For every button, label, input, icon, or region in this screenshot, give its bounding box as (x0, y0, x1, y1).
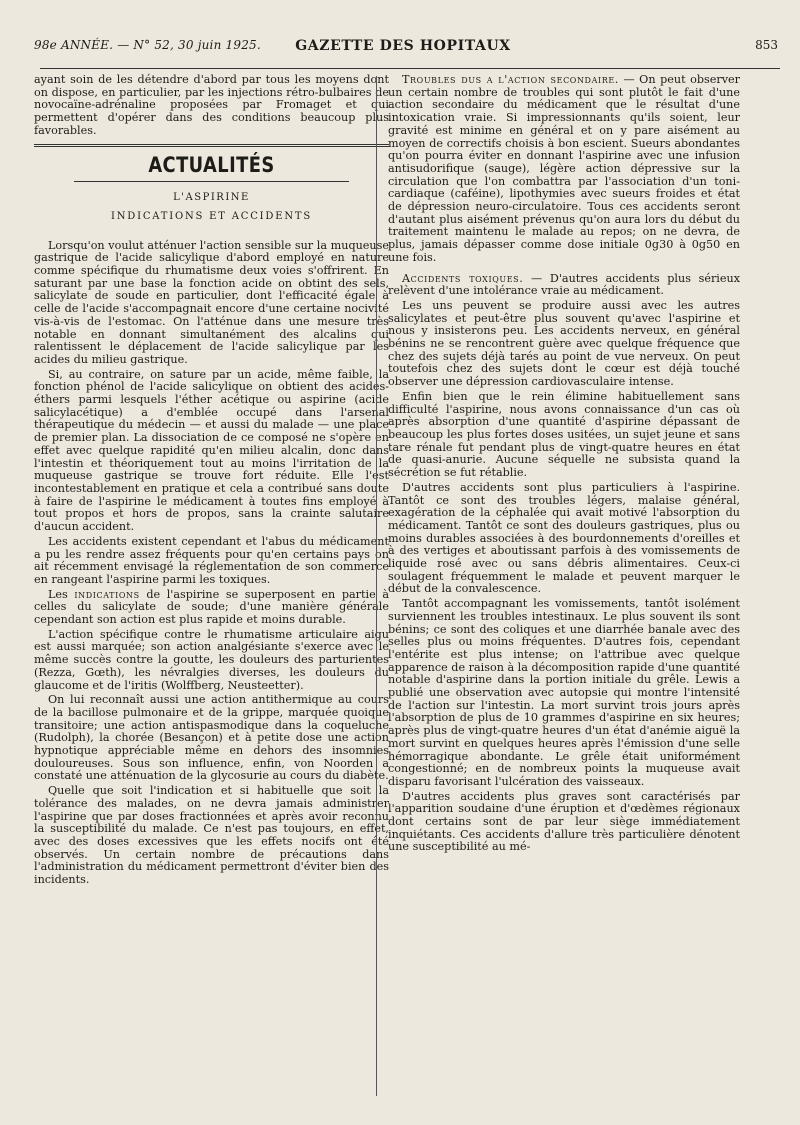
paragraph: Si, au contraire, on sature par un acide, même faible, la fonction phénol de l'acide salicylique on obtient des acides-éthers parmi lesquels l'éther acétique ou aspirine (acide salicylacétique) a d'emblée occupé dans l'arsenal thérapeutique du médecin — et aussi du malade — une place de premier plan. La dissociation de ce composé ne s'opère en effet avec quelque rapidité qu'en milieu alcalin, donc dans l'intestin et théoriquement tout au moins l'irritation de la muqueuse gastrique se trouve fort réduite. Elle l'est incontestablement en pratique et cela a contribué sans doute à faire de l'aspirine le médicament à toutes fins employé à tout propos et hors de propos, sans la crainte salutaire d'aucun accident. (34, 367, 389, 534)
article-subtitle: INDICATIONS ET ACCIDENTS (110, 210, 312, 222)
paragraph-rest: de l'aspirine se superposent en partie à celles du salicylate de soude; d'une manière générale cependant son action est plus rapide et moins durable. (34, 587, 389, 627)
paragraph: Quelle que soit l'indication et si habituelle que soit la tolérance des malades, on ne devra jamais administrer l'aspirine que par doses fractionnées et après avoir reconnu la susceptibilité du malade. Ce n'est pas toujours, en effet, avec des doses excessives que les effets nocifs ont été observés. Un certain nombre de précautions dans l'administration du médicament permettront d'éviter bien des incidents. (34, 784, 389, 887)
header-rule (40, 68, 780, 69)
paragraph: D'autres accidents sont plus particuliers à l'aspirine. Tantôt ce sont des troubles légers, malaise général, exagération de la céphalée qui avait motivé l'absorption du médicament. Tantôt ce sont des douleurs gastriques, plus ou moins durables associées à des bourdonnements d'oreilles et à des vertiges et aboutissant parfois à des vomissements de liquide rosé avec ou sans débris alimentaires. Ceux-ci soulagent fréquemment le malade et peuvent marquer le début de la convalescence. (388, 480, 740, 596)
paragraph-rest: — On peut observer un certain nombre de troubles qui sont plutôt le fait d'une action secondaire du médicament que le résultat d'une intoxication vraie. Si impressionnants qu'ils soient, leur gravité est minime en général et on y pare aisément au moyen de correctifs choisis à bon escient. Sueurs abondantes qu'on pourra éviter en donnant l'aspirine avec une infusion antisudorifique (sauge), légère action dépressive sur la circulation que l'on combattra par l'association d'un toni-cardiaque (caféine), lipothymies avec sueurs froides et état de dépression neuro-circulatoire. Tous ces accidents seront d'autant plus aisément prévenus qu'on aura lors du début du traitement maintenu le malade au repos; on ne devra, de plus, jamais dépasser comme dose initiale 0g30 à 0g50 en une fois. (388, 73, 740, 264)
paragraph: Enfin bien que le rein élimine habituellement sans difficulté l'aspirine, nous avons connaissance d'un cas où après absorption d'une quantité d'aspirine dépassant de beaucoup les plus fortes doses usitées, un sujet jeune et sans tare rénale fut pendant plus de vingt-quatre heures en état de quasi-anurie. Aucune séquelle ne subsista quand la sécrétion se fut rétablie. (388, 389, 740, 480)
column-divider (376, 76, 377, 1096)
right-column (388, 74, 740, 856)
paragraph (34, 589, 389, 627)
paragraph (388, 74, 740, 265)
left-column (34, 74, 389, 889)
paragraph: Les uns peuvent se produire aussi avec les autres salicylates et peut-être plus souvent qu'avec l'aspirine et nous y insisterons peu. Les accidents nerveux, en général bénins ne se rencontrent guère avec quelque fréquence que chez des sujets déjà tarés au point de vue nerveux. On peut toutefois chez des sujets dont le cœur est déjà touché observer une dépression cardiovasculaire intense. (388, 298, 740, 389)
paragraph: Tantôt accompagnant les vomissements, tantôt isolément surviennent les troubles intestinaux. Le plus souvent ils sont bénins; ce sont des coliques et une diarrhée banale avec des selles plus ou moins fréquentes. D'autres fois, cependant l'entérite est plus intense; on l'attribue avec quelque apparence de raison à la décomposition rapide d'une quantité notable d'aspirine dans la portion initiale du grêle. Lewis a publié une observation avec autopsie qui montre l'intensité de l'action sur l'intestin. La mort survint trois jours après l'absorption de plus de 10 grammes d'aspirine en six heures; après plus de vingt-quatre heures d'un état d'anémie aiguë la mort survint en quelques heures après l'émission d'une selle hémorragique abondante. Le grêle était uniformément congestionné; en de nombreux points la muqueuse avait disparu favorisant l'ulcération des vaisseaux. (388, 597, 741, 788)
paragraph: D'autres accidents plus graves sont caractérisés par l'apparition soudaine d'une éruption et d'œdèmes régionaux dont certains sont de par leur siège immédiatement inquiétants. Ces accidents d'allure très particulière dénotent une susceptibilité au mé- (388, 789, 740, 854)
journal-title: GAZETTE DES HOPITAUX (295, 38, 511, 54)
issue-info: 98e ANNÉE. — N° 52, 30 juin 1925. (34, 38, 261, 52)
paragraph: Les accidents existent cependant et l'abus du médicament a pu les rendre assez fréquents pour qu'en certains pays on ait récemment envisagé la réglementation de son commerce en rangeant l'aspirine parmi les toxiques. (34, 534, 389, 586)
paragraph-lead: Les (48, 587, 68, 601)
paragraph: L'action spécifique contre le rhumatisme articulaire aigu est aussi marquée; son action analgésiante s'exerce avec le même succès contre la goutte, les douleurs des parturientes (Rezza, Gœth), les névralgies diverses, les douleurs du glaucome et de l'iritis (Wolffberg, Neusteetter). (34, 627, 389, 692)
page-number: 853 (755, 38, 778, 52)
section-divider-bottom (74, 181, 349, 182)
paragraph: Lorsqu'on voulut atténuer l'action sensible sur la muqueuse gastrique de l'acide salicylique d'abord employé en nature comme spécifique du rhumatisme deux voies s'offrirent. En saturant par une base la fonction acide on obtint des sels, salicylate de soude en particulier, dont l'efficacité égale à celle de l'acide s'accompagnait encore d'une certaine nocivité vis-à-vis de l'estomac. On l'atténue dans une mesure très notable en donnant simultanément des alcalins qui ralentissent le déplacement de l'acide salicylique par les acides du milieu gastrique. (34, 238, 389, 366)
paragraph-small-caps: indications (74, 587, 140, 601)
article-title: L'ASPIRINE (173, 192, 250, 204)
paragraph (388, 273, 740, 298)
paragraph-heading: Accidents toxiques. (402, 271, 524, 285)
paragraph: On lui reconnaît aussi une action antithermique au cours de la bacillose pulmonaire et de la grippe, marquée quoique transitoire; une action antispasmodique dans la coqueluche (Rudolph), la chorée (Besançon) et à petite dose une action hypnotique appréciable même en dehors des insomnies douloureuses. Sous son influence, enfin, von Noorden a constaté une atténuation de la glycosurie au cours du diabète. (34, 693, 389, 783)
intro-paragraph: ayant soin de les détendre d'abord par tous les moyens dont on dispose, en particulier, par les injections rétro-bulbaires de novocaïne-adrénaline proposées par Fromaget et qui permettent d'opérer dans des conditions beaucoup plus favorables. (34, 73, 389, 137)
paragraph-rest: — D'autres accidents plus sérieux relèvent d'une intolérance vraie au médicament. (388, 271, 741, 298)
section-title: ACTUALITÉS (148, 152, 275, 177)
section-divider-top (34, 144, 389, 147)
paragraph-heading: Troubles dus a l'action secondaire. (402, 73, 619, 86)
page-header (28, 38, 778, 62)
